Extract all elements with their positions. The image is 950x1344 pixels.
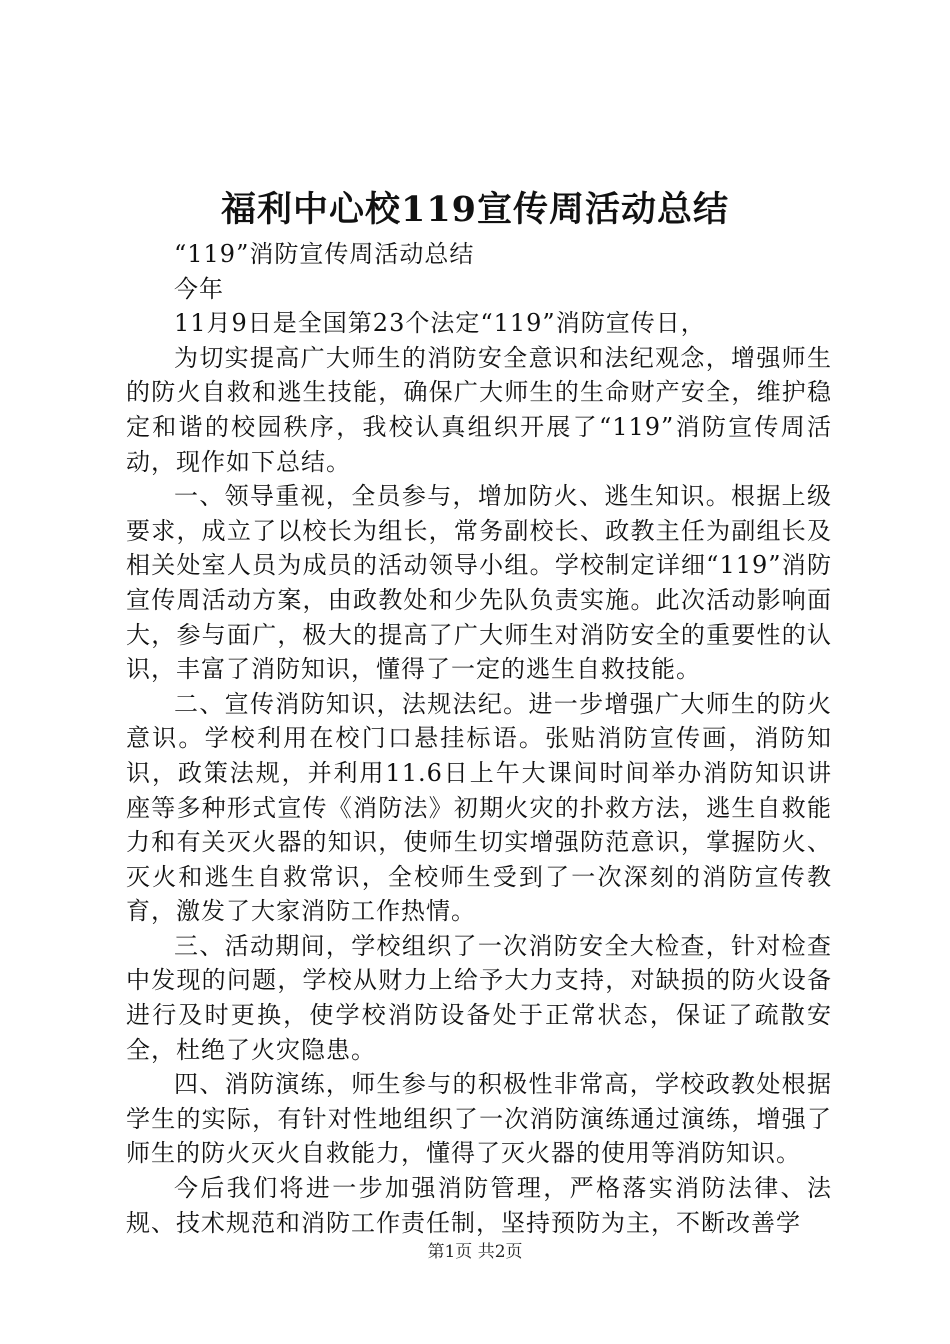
paragraph-intro-1: 今年 — [174, 274, 224, 303]
page-number: 第1页 共2页 — [427, 1242, 523, 1262]
paragraph-section-3: 三、活动期间，学校组织了一次消防安全大检查，针对检查中发现的问题，学校从财力上给予大力支持，对缺损的防火设备进行及时更换，使学校消防设备处于正常状态，保证了疏散安全，杜绝了火灾隐患。 — [126, 931, 832, 1064]
document-title: 福利中心校119宣传周活动总结 — [220, 189, 730, 230]
paragraph-section-4: 四、消防演练，师生参与的积极性非常高，学校政教处根据学生的实际，有针对性地组织了一次消防演练通过演练，增强了师生的防火灭火自救能力，懂得了灭火器的使用等消防知识。 — [126, 1070, 832, 1168]
paragraph-conclusion: 今后我们将进一步加强消防管理，严格落实消防法律、法规、技术规范和消防工作责任制，坚持预防为主，不断改善学 — [126, 1174, 832, 1237]
paragraph-section-2: 二、宣传消防知识，法规法纪。进一步增强广大师生的防火意识。学校利用在校门口悬挂标语。张贴消防宣传画，消防知识，政策法规，并利用11.6日上午大课间时间举办消防知识讲座等多种形式宣传《消防法》初期火灾的扑救方法，逃生自救能力和有关灭火器的知识，使师生切实增强防范意识，掌握防火、灭火和逃生自救常识，全校师生受到了一次深刻的消防宣传教育，激发了大家消防工作热情。 — [126, 689, 832, 926]
paragraph-purpose: 为切实提高广大师生的消防安全意识和法纪观念，增强师生的防火自救和逃生技能，确保广大师生的生命财产安全，维护稳定和谐的校园秩序，我校认真组织开展了“119”消防宣传周活动，现作如下总结。 — [126, 343, 832, 476]
document-body — [126, 237, 832, 1240]
paragraph-intro-2: 11月9日是全国第23个法定“119”消防宣传日， — [174, 309, 706, 338]
paragraph-subtitle: “119”消防宣传周活动总结 — [174, 240, 475, 268]
paragraph-section-1: 一、领导重视，全员参与，增加防火、逃生知识。根据上级要求，成立了以校长为组长，常务副校长、政教主任为副组长及相关处室人员为成员的活动领导小组。学校制定详细“119”消防宣传周活动方案，由政教处和少先队负责实施。此次活动影响面大，参与面广，极大的提高了广大师生对消防安全的重要性的认识，丰富了消防知识，懂得了一定的逃生自救技能。 — [126, 482, 832, 684]
